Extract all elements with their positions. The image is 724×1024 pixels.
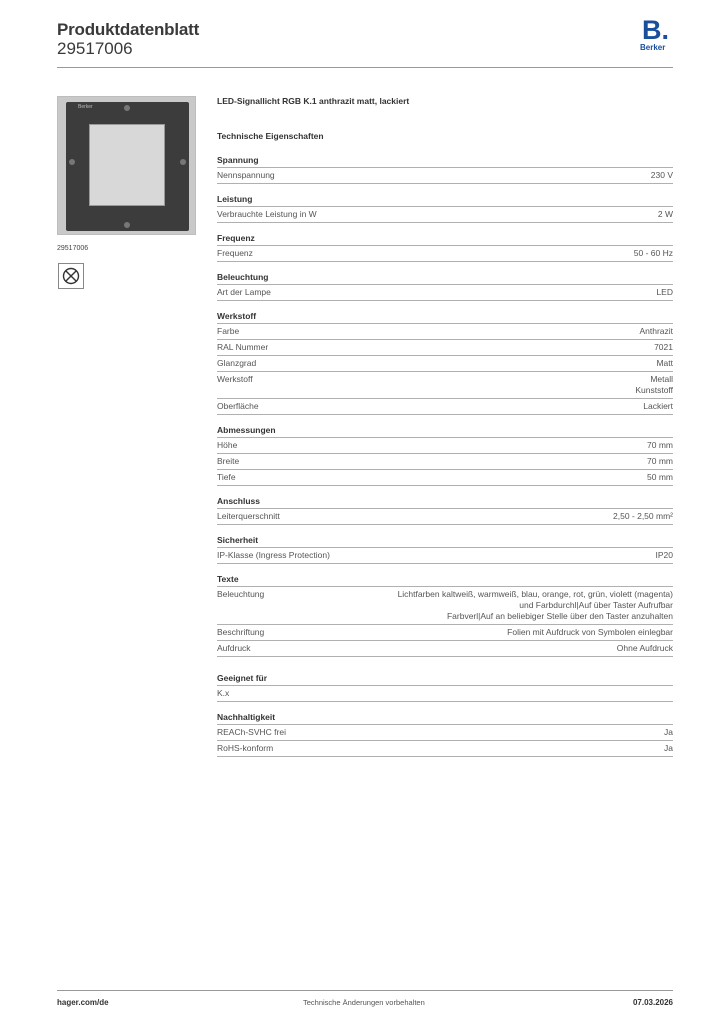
spec-row [217,741,673,757]
spec-row [217,454,673,470]
spec-value: 70 mm [647,456,673,466]
article-number: 29517006 [57,39,133,58]
plate-brand: Berker [78,104,93,110]
spec-value: Lichtfarben kaltweiß, warmweiß, blau, orange, rot, grün, violett (magenta) und Farbdurchl|Auf über Taster Aufrufbar Farbverl|Auf an beliebiger Stelle über den Taster anzuhalten [397,589,673,621]
section-title: Werkstoff [217,311,673,324]
cover-plate [66,102,189,231]
spec-section [217,272,673,301]
spec-row [217,285,673,301]
spec-label: RAL Nummer [217,342,269,352]
spec-label: Verbrauchte Leistung in W [217,209,317,219]
spec-section [217,712,673,757]
spec-value: Anthrazit [639,326,673,336]
lamp-symbol-icon [61,266,81,286]
spec-row [217,625,673,641]
spec-value: Lackiert [643,401,673,411]
spec-row [217,686,673,702]
section-title: Leistung [217,194,673,207]
signal-light-insert [89,124,165,206]
section-title: Geeignet für [217,673,673,686]
section-title: Spannung [217,155,673,168]
footer-website: hager.com/de [57,998,109,1007]
image-caption: 29517006 [57,245,89,252]
spec-section [217,574,673,657]
spec-value: 70 mm [647,440,673,450]
spec-label: Beleuchtung [217,589,265,599]
spec-value: LED [656,287,673,297]
spec-value: 7021 [654,342,673,352]
screw-hole [69,159,75,165]
spec-row [217,356,673,372]
logo-text: Berker [640,43,666,52]
spec-row [217,470,673,486]
spec-row [217,509,673,525]
spec-section [217,496,673,525]
spec-value: 2 W [657,209,673,219]
section-title: Sicherheit [217,535,673,548]
spec-row [217,641,673,657]
spec-row [217,340,673,356]
spec-label: Tiefe [217,472,236,482]
footer-divider [57,990,673,991]
product-name: LED-Signallicht RGB K.1 anthrazit matt, lackiert [217,96,410,106]
spec-label: Breite [217,456,240,466]
spec-section [217,311,673,415]
spec-value: 2,50 - 2,50 mm² [613,511,673,521]
spec-section [217,155,673,184]
header-divider [57,67,673,68]
spec-row [217,587,673,625]
spec-row [217,438,673,454]
spec-label: Farbe [217,326,240,336]
spec-label: IP-Klasse (Ingress Protection) [217,550,330,560]
spec-value: 50 - 60 Hz [633,248,673,258]
screw-hole [180,159,186,165]
spec-label: Leiterquerschnitt [217,511,280,521]
spec-value: Matt [656,358,673,368]
spec-section [217,425,673,486]
product-image [57,96,196,235]
spec-value: Folien mit Aufdruck von Symbolen einlegbar [507,627,673,637]
spec-value: 50 mm [647,472,673,482]
spec-label: Werkstoff [217,374,253,384]
spec-sections [217,155,673,757]
screw-hole [124,105,130,111]
logo-letter: B. [642,17,669,45]
tech-heading: Technische Eigenschaften [217,131,324,141]
section-title: Nachhaltigkeit [217,712,673,725]
spec-label: Art der Lampe [217,287,271,297]
spec-label: RoHS-konform [217,743,274,753]
spec-value: Ohne Aufdruck [616,643,673,653]
spec-section [217,673,673,702]
spec-value: IP20 [655,550,673,560]
footer-disclaimer: Technische Änderungen vorbehalten [303,998,425,1007]
spec-label: Höhe [217,440,238,450]
screw-hole [124,222,130,228]
spec-label: Nennspannung [217,170,275,180]
spec-value: Ja [664,727,673,737]
page-title: Produktdatenblatt [57,20,200,39]
spec-label: Frequenz [217,248,253,258]
spec-row [217,399,673,415]
spec-label: Oberfläche [217,401,259,411]
spec-section [217,233,673,262]
spec-row [217,246,673,262]
section-title: Texte [217,574,673,587]
spec-row [217,168,673,184]
spec-row [217,548,673,564]
spec-label: Aufdruck [217,643,251,653]
spec-label: Beschriftung [217,627,265,637]
spec-value: 230 V [650,170,673,180]
spec-row [217,324,673,340]
spec-section [217,535,673,564]
spec-section [217,194,673,223]
spec-row [217,725,673,741]
section-title: Frequenz [217,233,673,246]
spec-content [217,96,673,757]
spec-label: Glanzgrad [217,358,257,368]
spec-row [217,207,673,223]
footer-date: 07.03.2026 [632,998,673,1007]
spec-label: REACh-SVHC frei [217,727,286,737]
spec-row [217,372,673,399]
spec-value: Metall Kunststoff [635,374,673,395]
spec-value: Ja [664,743,673,753]
section-title: Abmessungen [217,425,673,438]
section-title: Anschluss [217,496,673,509]
section-title: Beleuchtung [217,272,673,285]
lamp-symbol-box [58,263,84,289]
spec-label: K.x [217,688,230,698]
